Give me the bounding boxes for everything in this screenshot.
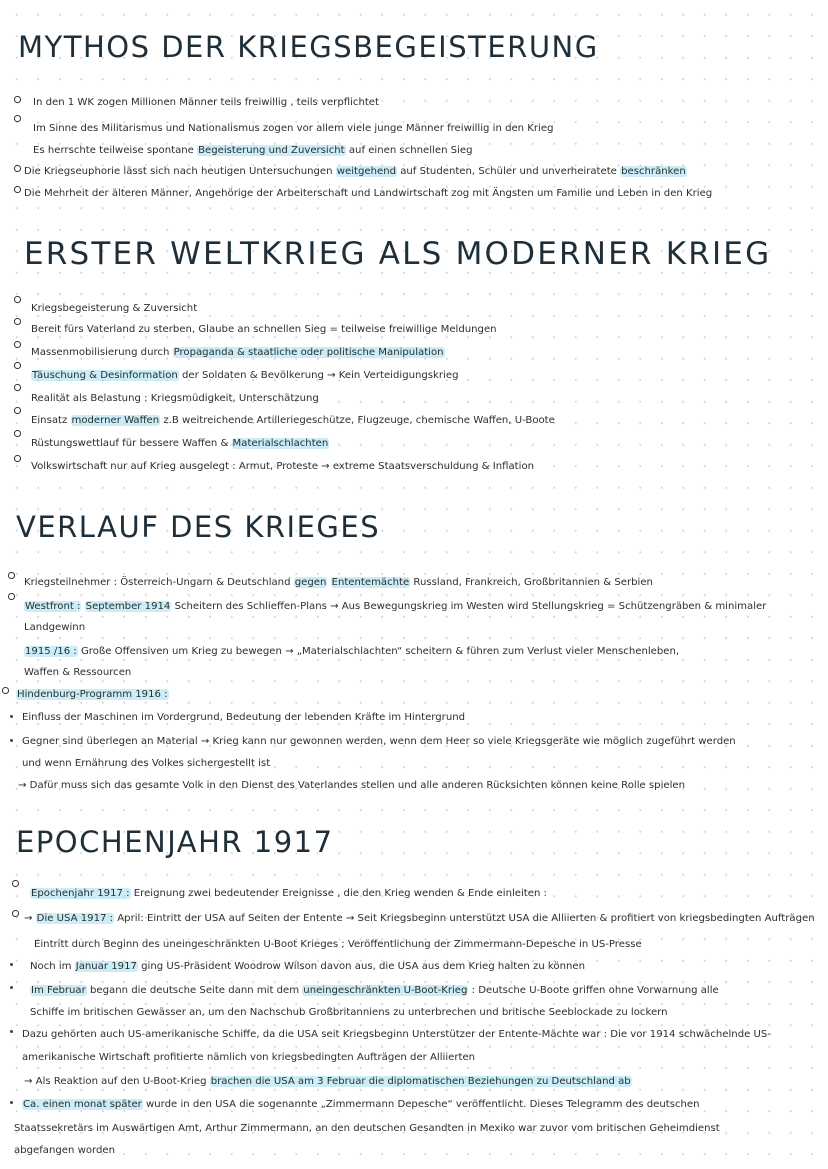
note-line: abgefangen worden — [14, 1145, 115, 1156]
highlight: moderner Waffen — [71, 415, 160, 426]
highlight: Täuschung & Desinformation — [32, 370, 178, 381]
bullet-dot-icon — [10, 739, 13, 742]
note-line: → Dafür muss sich das gesamte Volk in den Dienst des Vaterlandes stellen und alle anderen Rücksichten können keine Rolle spielen — [18, 780, 686, 791]
bullet-icon — [14, 407, 21, 414]
section-title-mythos: MYTHOS DER KRIEGSBEGEISTERUNG — [18, 30, 599, 64]
note-line: amerikanische Wirtschaft profitierte nämlich von kriegsbedingten Aufträgen der Alliierten — [22, 1052, 476, 1063]
note-line: und wenn Ernährung des Volkes sichergestellt ist — [22, 758, 271, 769]
highlight: uneingeschränkten U-Boot-Krieg — [303, 985, 468, 996]
note-line: Massenmobilisierung durch Propaganda & staatliche oder politische Manipulation — [31, 347, 444, 358]
highlight: Ententemächte — [331, 577, 410, 588]
bullet-icon — [14, 318, 21, 325]
bullet-icon — [14, 384, 21, 391]
bullet-icon — [8, 593, 15, 600]
note-line: Es herrschte teilweise spontane Begeisterung und Zuversicht auf einen schnellen Sieg — [33, 145, 473, 156]
highlight: Westfront : — [25, 601, 81, 612]
highlight: beschränken — [621, 166, 686, 177]
note-line: Noch im Januar 1917 ging US-Präsident Woodrow Wilson davon aus, die USA aus dem Krieg halten zu können — [30, 961, 585, 972]
bullet-icon — [14, 455, 21, 462]
note-line — [16, 688, 169, 701]
bullet-icon — [14, 96, 21, 103]
highlight: Hindenburg-Programm 1916 : — [17, 689, 168, 700]
note-line: Kriegsbegeisterung & Zuversicht — [31, 303, 198, 314]
note-line: Dazu gehörten auch US-amerikanische Schiffe, da die USA seit Kriegsbeginn Unterstützer der Entente-Mächte war : Die vor 1914 schwächelnde US- — [22, 1029, 771, 1040]
bullet-dot-icon — [10, 986, 13, 989]
note-line: Gegner sind überlegen an Material → Krieg kann nur gewonnen werden, wenn dem Heer so viele Kriegsgeräte wie möglich zugeführt werden — [22, 736, 736, 747]
bullet-dot-icon — [10, 715, 13, 718]
note-line: In den 1 WK zogen Millionen Männer teils freiwillig , teils verpflichtet — [33, 97, 379, 108]
highlight: brachen die USA am 3 Februar die diplomatischen Beziehungen zu Deutschland ab — [210, 1076, 631, 1087]
note-line: Kriegsteilnehmer : Österreich-Ungarn & Deutschland gegen Ententemächte Russland, Frankreich, Großbritannien & Serbien — [24, 577, 653, 588]
note-line: Staatssekretärs im Auswärtigen Amt, Arthur Zimmermann, an den deutschen Gesandten in Mexiko war zuvor vom britischen Geheimdienst — [14, 1123, 720, 1134]
highlight: Begeisterung und Zuversicht — [198, 145, 345, 156]
bullet-dot-icon — [10, 1101, 13, 1104]
highlight: 1915 /16 : — [25, 646, 77, 657]
highlight: Propaganda & staatliche oder politische Manipulation — [173, 347, 444, 358]
note-line: Rüstungswettlauf für bessere Waffen & Materialschlachten — [31, 438, 329, 449]
bullet-icon — [14, 186, 21, 193]
highlight: Epochenjahr 1917 : — [31, 888, 130, 899]
bullet-icon — [2, 687, 9, 694]
bullet-dot-icon — [10, 963, 13, 966]
highlight: Ca. einen monat später — [23, 1099, 142, 1110]
note-line: Volkswirtschaft nur auf Krieg ausgelegt : Armut, Proteste → extreme Staatsverschuldung & Inflation — [31, 461, 535, 472]
note-line: Bereit fürs Vaterland zu sterben, Glaube an schnellen Sieg = teilweise freiwillige Meldungen — [31, 324, 497, 335]
highlight: Im Februar — [31, 985, 86, 996]
bullet-icon — [14, 430, 21, 437]
note-line: Einfluss der Maschinen im Vordergrund, Bedeutung der lebenden Kräfte im Hintergrund — [22, 712, 466, 723]
bullet-icon — [14, 296, 21, 303]
note-line: → Als Reaktion auf den U-Boot-Krieg brachen die USA am 3 Februar die diplomatischen Beziehungen zu Deutschland ab — [24, 1076, 631, 1087]
bullet-dot-icon — [10, 1030, 13, 1033]
bullet-icon — [14, 362, 21, 369]
note-line: Westfront : September 1914 Scheitern des Schlieffen-Plans → Aus Bewegungskrieg im Westen wird Stellungskrieg = Schützengräben & minimaler — [25, 601, 767, 612]
note-line: Ca. einen monat später wurde in den USA die sogenannte „Zimmermann Depesche“ veröffentlicht. Dieses Telegramm des deutschen — [23, 1099, 700, 1110]
bullet-icon — [8, 572, 15, 579]
note-line: Landgewinn — [24, 622, 86, 633]
note-line: → Die USA 1917 : April: Eintritt der USA auf Seiten der Entente → Seit Kriegsbeginn unterstützt USA die Alliierten & profitiert von kriegsbedingten Aufträgen — [24, 913, 815, 924]
section-title-epochenjahr: EPOCHENJAHR 1917 — [16, 825, 334, 859]
note-line: Im Februar begann die deutsche Seite dann mit dem uneingeschränkten U-Boot-Krieg : Deutsche U-Boote griffen ohne Vorwarnung alle — [31, 985, 719, 996]
note-line: Schiffe im britischen Gewässer an, um den Nachschub Großbritanniens zu unterbrechen und britische Seeblockade zu lockern — [30, 1007, 668, 1018]
highlight: September 1914 — [85, 601, 171, 612]
note-line: Die Mehrheit der älteren Männer, Angehörige der Arbeiterschaft und Landwirtschaft zog mit Ängsten um Familie und Leben in den Krieg — [24, 188, 713, 199]
bullet-icon — [14, 165, 21, 172]
note-line: Waffen & Ressourcen — [24, 667, 132, 678]
bullet-icon — [12, 880, 19, 887]
note-line: Eintritt durch Beginn des uneingeschränkten U-Boot Krieges ; Veröffentlichung der Zimmermann-Depesche in US-Presse — [34, 939, 642, 950]
highlight: gegen — [294, 577, 327, 588]
section-title-weltkrieg: ERSTER WELTKRIEG ALS MODERNER KRIEG — [24, 236, 772, 272]
highlight: weitgehend — [336, 166, 397, 177]
note-line: Im Sinne des Militarismus und Nationalismus zogen vor allem viele junge Männer freiwillig in den Krieg — [33, 123, 554, 134]
bullet-icon — [14, 115, 21, 122]
note-line: Einsatz moderner Waffen z.B weitreichende Artilleriegeschütze, Flugzeuge, chemische Waffen, U-Boote — [31, 415, 555, 426]
bullet-icon — [12, 910, 19, 917]
note-line: Täuschung & Desinformation der Soldaten & Bevölkerung → Kein Verteidigungskrieg — [32, 370, 459, 381]
note-line: Epochenjahr 1917 : Ereignung zwei bedeutender Ereignisse , die den Krieg wenden & Ende einleiten : — [31, 888, 547, 899]
highlight: Januar 1917 — [75, 961, 137, 972]
note-line: Realität als Belastung : Kriegsmüdigkeit, Unterschätzung — [31, 393, 319, 404]
section-title-verlauf: VERLAUF DES KRIEGES — [16, 510, 381, 544]
highlight: Die USA 1917 : — [36, 913, 114, 924]
note-line: 1915 /16 : Große Offensiven um Krieg zu bewegen → „Materialschlachten“ scheitern & führen zum Verlust vieler Menschenleben, — [25, 646, 680, 657]
note-line: Die Kriegseuphorie lässt sich nach heutigen Untersuchungen weitgehend auf Studenten, Schüler und unverheiratete beschränken — [24, 166, 686, 177]
highlight: Materialschlachten — [232, 438, 329, 449]
bullet-icon — [14, 341, 21, 348]
